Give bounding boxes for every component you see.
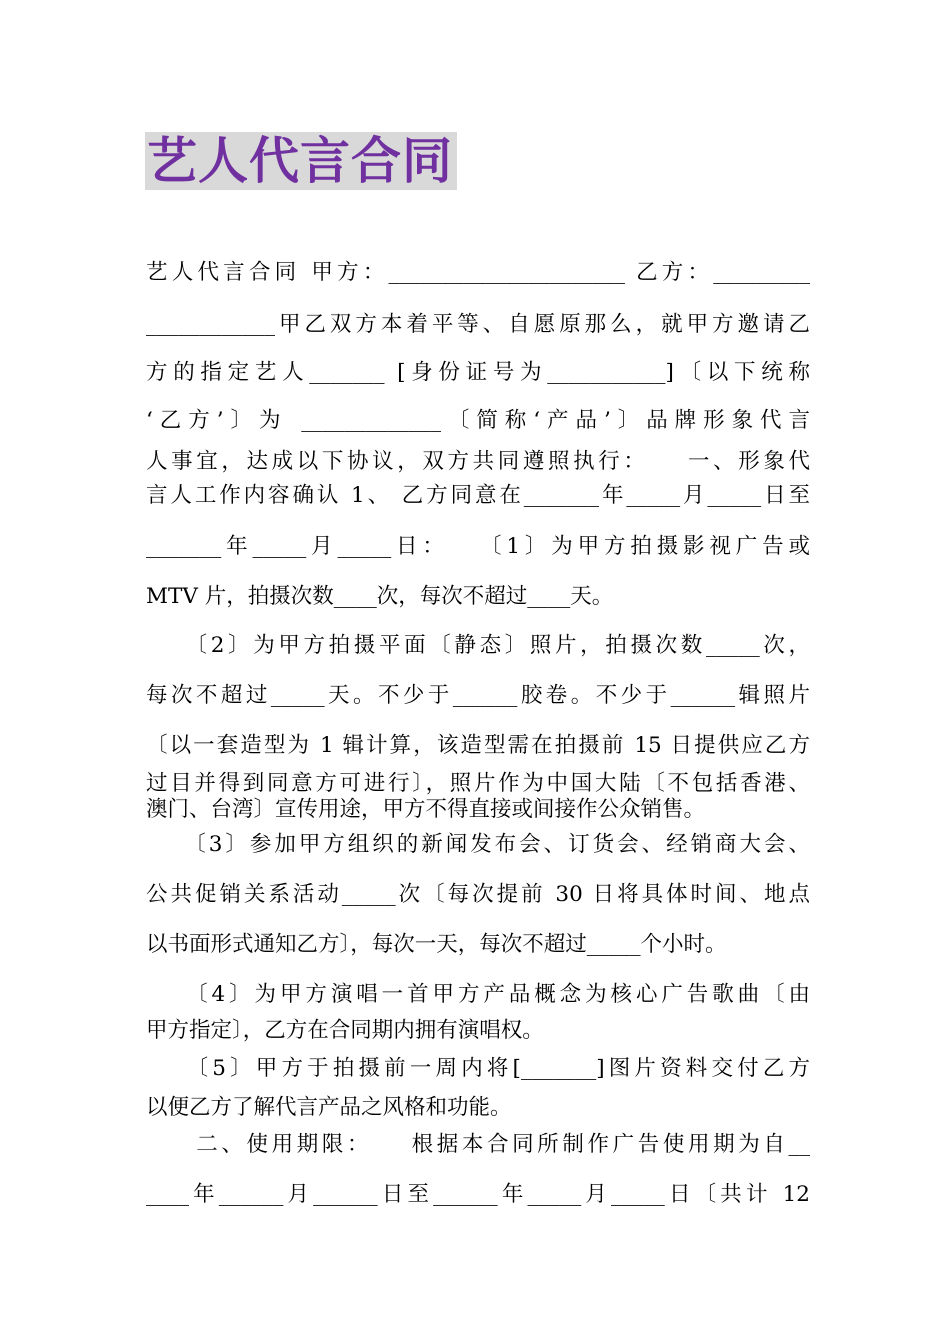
body-line: 〔3〕参加甲方组织的新闻发布会、订货会、经销商大会、	[146, 832, 810, 857]
body-line: ____________甲乙双方本着平等、自愿原那么，就甲方邀请乙	[146, 312, 810, 337]
body-line: _______年_____月_____日： 〔1〕为甲方拍摄影视广告或	[146, 534, 810, 559]
body-line: 言人工作内容确认 1、 乙方同意在_______年_____月_____日至	[146, 483, 810, 508]
body-line: 〔以一套造型为 1 辑计算，该造型需在拍摄前 15 日提供应乙方	[146, 733, 810, 758]
body-line: 艺人代言合同 甲方：______________________ 乙方：_________	[146, 260, 810, 285]
body-line: 澳门、台湾〕宣传用途，甲方不得直接或间接作公众销售。	[146, 797, 706, 822]
body-line: 以书面形式通知乙方〕，每次一天，每次不超过_____个小时。	[146, 932, 727, 957]
body-line: 过目并得到同意方可进行〕，照片作为中国大陆〔不包括香港、	[146, 771, 810, 796]
body-line: 每次不超过_____天。不少于______胶卷。不少于______辑照片	[146, 683, 810, 708]
body-line: 二、使用期限： 根据本合同所制作广告使用期为自__	[146, 1132, 810, 1157]
body-line: 甲方指定〕，乙方在合同期内拥有演唱权。	[146, 1018, 544, 1043]
body-line: ____年______月______日至______年_____月_____日〔共计 12	[146, 1182, 810, 1207]
body-line: 方的指定艺人_______ [身份证号为___________]〔以下统称	[146, 360, 810, 385]
body-line: 以便乙方了解代言产品之风格和功能。	[146, 1095, 512, 1120]
body-line: MTV 片，拍摄次数____次，每次不超过____天。	[146, 584, 614, 609]
document-title: 艺人代言合同	[147, 132, 453, 190]
body-line: 公共促销关系活动_____次〔每次提前 30 日将具体时间、地点	[146, 882, 810, 907]
body-line: 人事宜，达成以下协议，双方共同遵照执行： 一、形象代	[146, 449, 810, 474]
body-line: 〔5〕甲方于拍摄前一周内将[_______]图片资料交付乙方	[146, 1056, 810, 1081]
body-line: 〔2〕为甲方拍摄平面〔静态〕照片，拍摄次数_____次，	[146, 633, 810, 658]
title-highlight	[145, 132, 457, 190]
body-line: 〔4〕为甲方演唱一首甲方产品概念为核心广告歌曲〔由	[146, 982, 810, 1007]
body-line: ‘乙方’〕为 _____________〔简称‘产品’〕品牌形象代言	[146, 408, 810, 433]
